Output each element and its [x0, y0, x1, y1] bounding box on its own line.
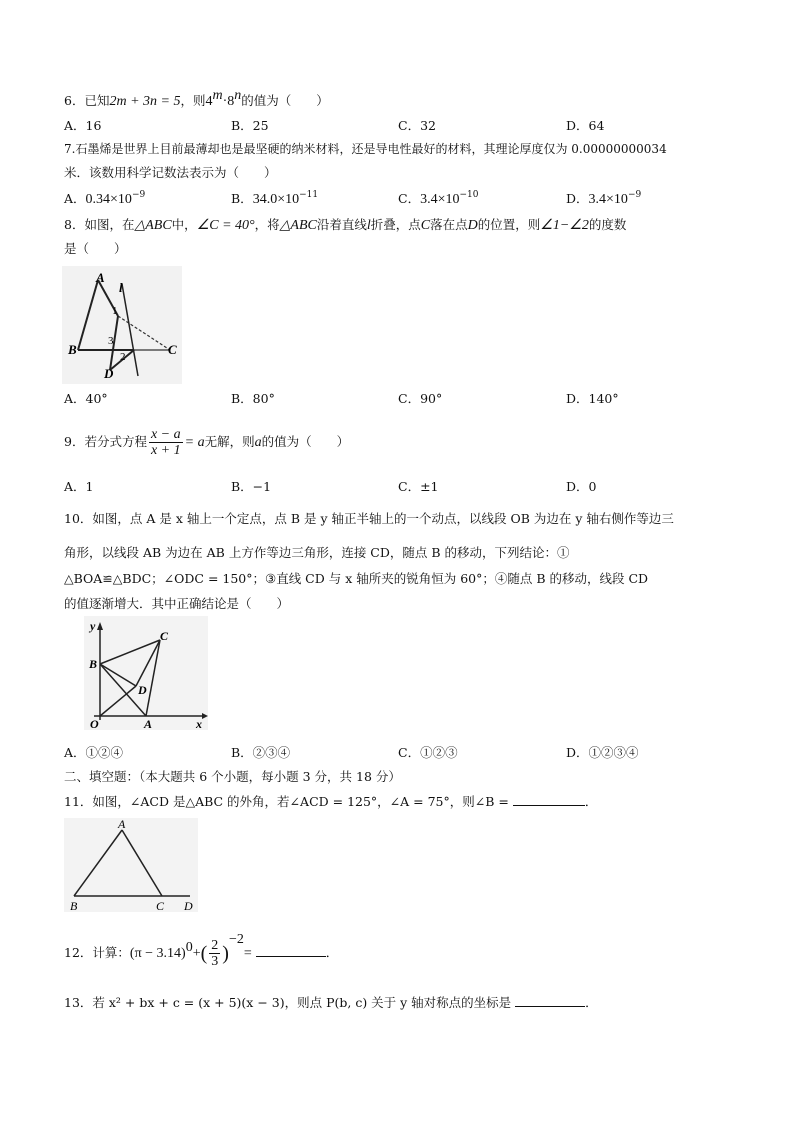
q8-option-d[interactable]: D．140°	[566, 391, 619, 406]
q11-stem: 11．如图，∠ACD 是△ABC 的外角，若∠ACD = 125°，∠A = 75°，则∠B = ．	[64, 794, 598, 809]
q10-label-x: x	[196, 717, 202, 730]
q6-stem: 6．已知2m + 3n = 5，则$4^m\cdot 8^n$的值为（ ）	[64, 88, 329, 109]
q8-label-l: l	[119, 280, 123, 295]
q9-option-c[interactable]: C．±1	[398, 479, 439, 494]
q12-answer-blank[interactable]	[256, 944, 326, 957]
q8-label-b: B	[68, 342, 77, 357]
q11-label-b: B	[70, 899, 78, 912]
q7-stem-line1: 7.石墨烯是世界上目前最薄却也是最坚硬的纳米材料，还是导电性最好的材料，其理论厚度仅为 0.00000000034	[64, 142, 667, 156]
q12-fraction: $\frac{2}{3}$	[211, 938, 219, 969]
q11-label-c: C	[156, 899, 165, 912]
q9-option-d[interactable]: D．0	[566, 479, 597, 494]
q10-option-d[interactable]: D．①②③④	[566, 745, 639, 760]
q9-option-a[interactable]: A．1	[64, 479, 94, 494]
q10-label-a: A	[144, 717, 153, 730]
section-fill-in-heading: 二、填空题：（本大题共 6 个小题，每小题 3 分，共 18 分）	[64, 769, 401, 784]
q11-label-d: D	[184, 899, 193, 912]
q6-option-d[interactable]: D．64	[566, 118, 605, 133]
q8-option-b[interactable]: B．80°	[231, 391, 275, 406]
q9-fraction: $\frac{x - a}{x + 1}$	[150, 427, 181, 458]
q10-label-d: D	[138, 683, 147, 697]
q10-label-c: C	[160, 629, 169, 643]
q7-option-d[interactable]: D．$3.4\times 10^{-9}$	[566, 190, 642, 207]
q10-option-c[interactable]: C．①②③	[398, 745, 458, 760]
q11-figure	[64, 818, 198, 912]
q13-answer-blank[interactable]	[515, 994, 585, 1007]
q6-option-a[interactable]: A．16	[64, 118, 102, 133]
q10-figure	[84, 616, 208, 730]
q8-label-c: C	[168, 342, 177, 357]
q11-answer-blank[interactable]	[513, 793, 585, 806]
q8-option-a[interactable]: A．40°	[64, 391, 108, 406]
q10-option-a[interactable]: A．①②④	[64, 745, 124, 760]
q6-option-c[interactable]: C．32	[398, 118, 436, 133]
q8-figure	[62, 266, 182, 384]
q10-stem-line3: △BOA≌△BDC；∠ODC = 150°；③直线 CD 与 x 轴所夹的锐角恒为 60°；④随点 B 的移动，线段 CD	[64, 571, 649, 586]
q8-label-angle2: 2	[120, 351, 126, 363]
q7-stem-line2: 米．该数用科学记数法表示为（ ）	[64, 165, 277, 180]
q8-stem-line2: 是（ ）	[64, 241, 127, 256]
q10-stem-line4: 的值逐渐增大．其中正确结论是（ ）	[64, 596, 290, 611]
q7-option-c[interactable]: C．$3.4\times 10^{-10}$	[398, 190, 479, 207]
q8-stem-line1: 8．如图，在△ABC中，∠C = 40°，将△ABC沿着直线l折叠，点C落在点D的位置，则∠1−∠2的度数	[64, 217, 627, 233]
q10-option-b[interactable]: B．②③④	[231, 745, 291, 760]
q6-option-b[interactable]: B．25	[231, 118, 269, 133]
q8-label-a: A	[96, 270, 105, 285]
q8-label-d: D	[104, 366, 114, 381]
q13-stem: 13．若 x² + bx + c = (x + 5)(x − 3)，则点 P(b, c) 关于 y 轴对称点的坐标是 ．	[64, 995, 598, 1010]
q8-label-angle1: 1	[112, 305, 118, 317]
q8-option-c[interactable]: C．90°	[398, 391, 443, 406]
q8-label-angle3: 3	[108, 335, 114, 347]
q10-stem-line1: 10．如图，点 A 是 x 轴上一个定点，点 B 是 y 轴正半轴上的一个动点，以线段 OB 为边在 y 轴右侧作等边三	[64, 511, 674, 526]
q10-stem-line2: 角形，以线段 AB 为边在 AB 上方作等边三角形，连接 CD，随点 B 的移动，下列结论：①	[64, 545, 570, 560]
q12-stem: 12．计算：$(\pi - 3.14)^0+$( $\frac{2}{3}$ )$^{-2}$= ．	[64, 932, 339, 969]
q7-option-a[interactable]: A．$0.34\times 10^{-9}$	[64, 190, 146, 207]
q9-option-b[interactable]: B．−1	[231, 479, 272, 494]
q9-stem: 9．若分式方程 $\frac{x - a}{x + 1}$ = a无解，则a的值为（ ）	[64, 427, 350, 458]
q10-label-o: O	[90, 717, 99, 730]
q10-label-y: y	[90, 619, 96, 633]
q10-label-b: B	[89, 657, 98, 671]
q7-option-b[interactable]: B．$34.0\times 10^{-11}$	[231, 190, 319, 207]
q11-label-a: A	[118, 818, 126, 831]
